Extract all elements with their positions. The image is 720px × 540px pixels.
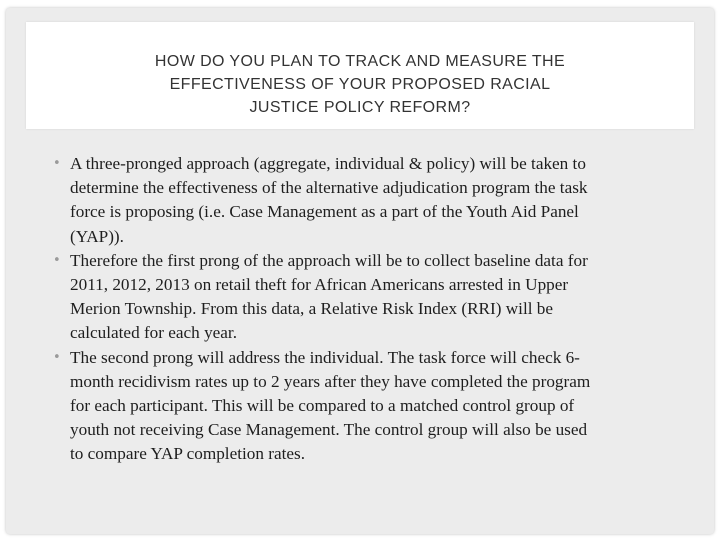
bullet-text-line: determine the effectiveness of the alternative adjudication program the task xyxy=(70,178,588,198)
title-line: JUSTICE POLICY REFORM? xyxy=(249,99,471,116)
bullet-icon: • xyxy=(53,349,61,365)
bullet-item xyxy=(53,346,683,467)
bullet-text-line: calculated for each year. xyxy=(70,323,237,343)
bullet-text-line: (YAP)). xyxy=(70,226,124,246)
bullet-text-line: Therefore the first prong of the approach will be to collect baseline data for xyxy=(70,250,588,270)
slide-title xyxy=(26,50,694,119)
bullet-icon: • xyxy=(53,252,61,268)
bullet-text-line: month recidivism rates up to 2 years after they have completed the program xyxy=(70,371,591,391)
bullet-item xyxy=(53,152,683,249)
title-box xyxy=(26,22,694,129)
bullet-text-line: A three-pronged approach (aggregate, individual & policy) will be taken to xyxy=(70,154,586,173)
slide xyxy=(6,8,714,534)
bullet-list xyxy=(53,152,683,467)
bullet-item xyxy=(53,249,683,346)
bullet-text-line: The second prong will address the individual. The task force will check 6- xyxy=(70,347,580,367)
bullet-text-line: force is proposing (i.e. Case Management as a part of the Youth Aid Panel xyxy=(70,202,579,222)
title-line: HOW DO YOU PLAN TO TRACK AND MEASURE THE xyxy=(154,53,566,70)
bullet-text-line: youth not receiving Case Management. The control group will also be used xyxy=(70,420,588,440)
bullet-icon: • xyxy=(53,156,61,171)
bullet-text-line: to compare YAP completion rates. xyxy=(70,444,305,464)
bullet-text-line: for each participant. This will be compared to a matched control group of xyxy=(70,396,575,416)
bullet-text-line: 2011, 2012, 2013 on retail theft for African Americans arrested in Upper xyxy=(70,275,569,295)
title-line: EFFECTIVENESS OF YOUR PROPOSED RACIAL xyxy=(169,76,551,93)
bullet-text-line: Merion Township. From this data, a Relative Risk Index (RRI) will be xyxy=(70,299,554,319)
